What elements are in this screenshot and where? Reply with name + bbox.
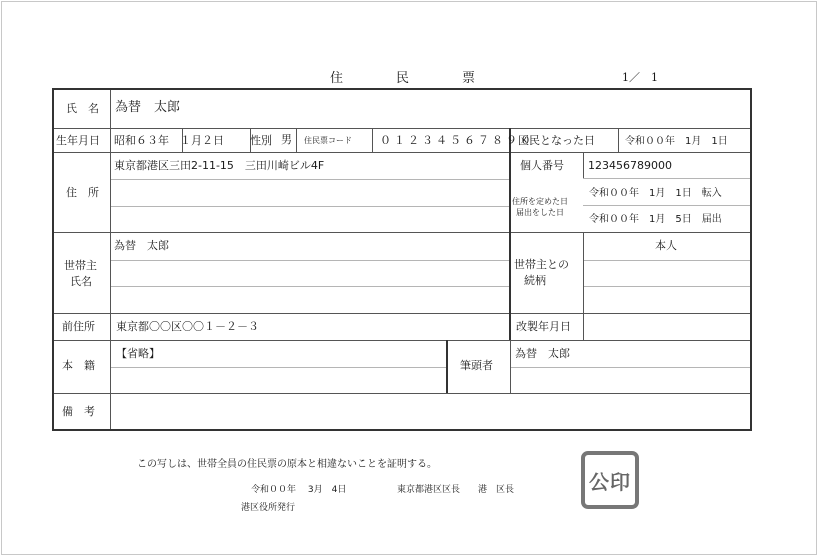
value-relation: 本人 [655,239,677,252]
label-head-of-register: 筆頭者 [460,359,493,372]
value-individual-number: 123456789000 [588,159,672,172]
label-became-resident: 区民となった日 [518,134,595,147]
label-householder-name: 氏名 [70,275,92,288]
value-gender: 男 [281,133,292,146]
label-address: 住 所 [66,186,99,199]
issuing-office: 港区役所発行 [241,503,296,513]
label-name: 氏 名 [66,102,99,115]
value-resident-code: ０１２３４５６７８９０ [380,134,534,147]
certification-date: 令和００年 3月 4日 [251,485,347,495]
label-gender: 性別 [250,134,272,147]
label-householder: 世帯主 [64,259,97,272]
value-householder: 為替 太郎 [114,239,169,252]
official-seal-icon: 公印 [581,451,639,509]
value-name: 為替 太郎 [115,100,181,115]
label-previous-address: 前住所 [62,320,95,333]
label-relation: 世帯主との [514,258,569,271]
value-previous-address: 東京都〇〇区〇〇１－２－３ [116,320,259,333]
label-relation-sub: 続柄 [524,274,546,287]
value-address-set-date: 令和００年 1月 1日 転入 [589,188,722,199]
label-address-set-date: 住所を定めた日 [512,197,568,206]
label-address-notified-date: 届出をした日 [516,208,564,217]
title-char: 住 [330,71,344,86]
label-remarks: 備 考 [62,405,95,418]
label-domicile: 本 籍 [62,359,95,372]
title-char: 民 [396,71,410,86]
page-number: 1／ 1 [622,71,658,84]
label-revision-date: 改製年月日 [516,320,571,333]
value-became-resident-date: 令和００年 1月 1日 [625,136,728,147]
label-birth-date: 生年月日 [56,134,100,147]
label-individual-number: 個人番号 [520,159,564,172]
value-address-notified-date: 令和００年 1月 5日 届出 [589,214,722,225]
value-birth-date: 昭和６３年 １月２日 [114,134,224,147]
value-domicile: 【省略】 [116,347,160,360]
value-address: 東京都港区三田2-11-15 三田川崎ビル4F [114,159,325,172]
title-char: 票 [462,71,476,86]
value-head-of-register: 為替 太郎 [515,347,570,360]
label-resident-code: 住民票コード [304,136,352,145]
certification-issuer: 東京都港区区長 港 区長 [397,485,515,495]
certification-statement: この写しは、世帯全員の住民票の原本と相違ないことを証明する。 [137,459,437,470]
